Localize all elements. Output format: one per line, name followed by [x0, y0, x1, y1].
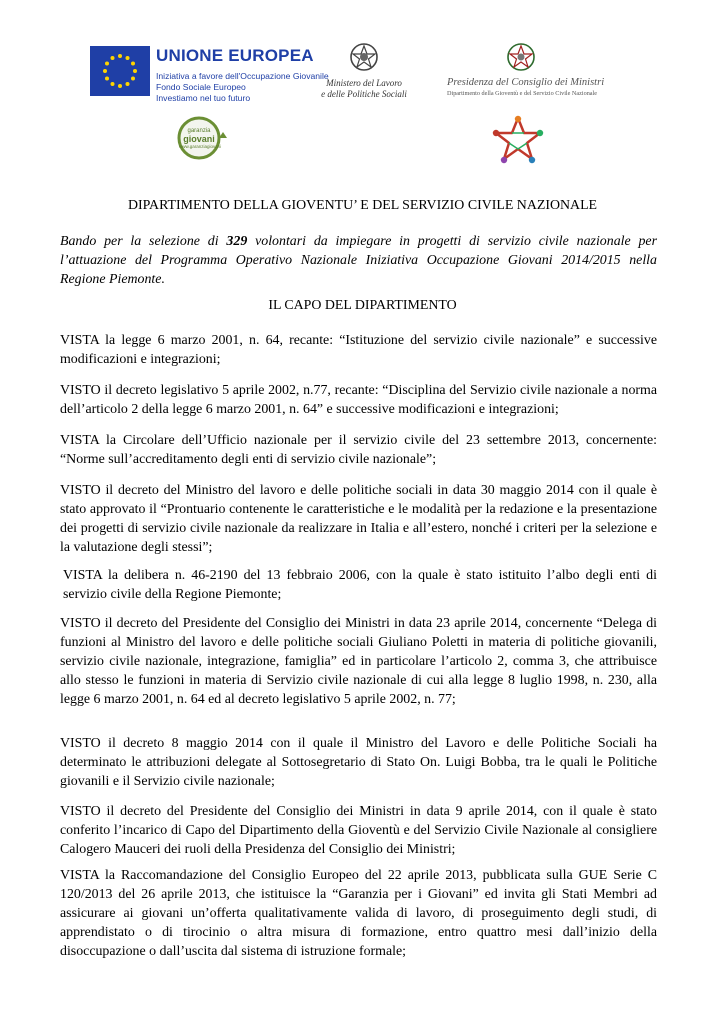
bando-text-end: volontari da impiegare in progetti di servizio civile nazionale per l’attuazione del Programma Operativo Nazionale Iniziativa Occupazione Giovani 2014/2015 nella Regione Piemonte.: [60, 234, 658, 287]
preamble-paragraph: VISTA la Raccomandazione del Consiglio Europeo del 22 aprile 2013, pubblicata sulla GUE Serie C 120/2013 del 26 aprile 2013, che istituisce la “Garanzia per i Giovani” ed invita gli Stati Membri ad assicurare ai giovani un’offerta qualitativamente valida di lavoro, di proseguimento degli studi, di apprendistato o di tirocinio o altra misura di formazione, entro quattro mesi dall’inizio della disoccupazione o dall’uscita dal sistema di istruzione formale;: [60, 868, 657, 959]
preamble-paragraph: VISTO il decreto legislativo 5 aprile 2002, n.77, recante: “Disciplina del Servizio civile nazionale a norma dell’articolo 2 della legge 6 marzo 2001, n. 64” e successive modificazioni e integrazioni;: [60, 383, 657, 417]
italian-emblem-icon: [348, 40, 380, 74]
volunteer-count: 329: [226, 234, 248, 249]
capo-title: IL CAPO DEL DIPARTIMENTO: [268, 298, 457, 313]
servizio-civile-logo: [492, 114, 544, 166]
preamble-paragraph: VISTO il decreto del Presidente del Consiglio dei Ministri in data 9 aprile 2014, con il quale è stato conferito l’incarico di Capo del Dipartimento della Gioventù e del Servizio Civile Nazionale al consigliere Calogero Mauceri dei ruoli della Presidenza del Consiglio dei Ministri;: [60, 804, 657, 857]
preamble-paragraph: VISTA la delibera n. 46-2190 del 13 febbraio 2006, con la quale è stato istituito l’albo degli enti di servizio civile della Regione Piemonte;: [63, 568, 657, 602]
eu-flag-icon: [90, 46, 150, 96]
presidency-emblem-icon: [505, 40, 537, 74]
preamble-paragraph: VISTA la Circolare dell’Ufficio nazionale per il servizio civile del 23 settembre 2013, concernente: “Norme sull’accreditamento degli enti di servizio civile nazionale”;: [60, 433, 657, 467]
garanzia-giovani-logo: [171, 114, 231, 162]
eu-logo: [90, 44, 329, 104]
presidency-logo-subline: Dipartimento della Gioventù e del Servizio Civile Nazionale: [447, 90, 598, 97]
preamble-paragraph: VISTO il decreto 8 maggio 2014 con il quale il Ministro del Lavoro e delle Politiche Sociali ha determinato le attribuzioni delegate al Sottosegretario di Stato On. Luigi Bobba, tra le quali le Politiche giovanili e il Servizio civile nazionale;: [60, 736, 657, 789]
garanzia-logo-line: garanzia: [187, 128, 211, 134]
presidency-logo-line: Presidenza del Consiglio dei Ministri: [447, 77, 605, 88]
bando-text-start: Bando per la selezione di: [60, 234, 227, 249]
preamble-paragraph: VISTO il decreto del Ministro del lavoro e delle politiche sociali in data 30 maggio 2014 con il quale è stato approvato il “Prontuario contenente le caratteristiche e le modalità per la redazione e la presentazione dei progetti di servizio civile nazionale da realizzare in Italia e all’estero, nonché i criteri per la selezione e la valutazione degli stessi”;: [60, 483, 657, 555]
garanzia-logo-line: giovani: [183, 134, 215, 144]
department-title: DIPARTIMENTO DELLA GIOVENTU’ E DEL SERVIZIO CIVILE NAZIONALE: [127, 198, 598, 213]
preamble-paragraph: VISTO il decreto del Presidente del Consiglio dei Ministri in data 23 aprile 2014, concernente “Delega di funzioni al Ministro del lavoro e delle politiche sociali Giuliano Poletti in materia di politiche giovanili, servizio civile nazionale, integrazione, famiglia” ed in particolare l’articolo 2, comma 3, che attribuisce allo stesso le funzioni in materia di Servizio civile nazionale di cui alla legge 8 luglio 1998, n. 230, alla legge 6 marzo 2001, n. 64 ed al decreto legislativo 5 aprile 2002, n. 77;: [60, 616, 657, 707]
eu-logo-line: Investiamo nel tuo futuro: [156, 93, 251, 103]
star-people-icon: [492, 114, 544, 166]
garanzia-logo-line: www.garanziagiovani: [179, 144, 222, 149]
ministry-logo-line: e delle Politiche Sociali: [321, 89, 407, 99]
preamble-paragraph: VISTA la legge 6 marzo 2001, n. 64, recante: “Istituzione del servizio civile nazionale” e successive modificazioni e integrazioni;: [60, 333, 657, 367]
ministry-logo: [318, 40, 408, 102]
eu-logo-line: Fondo Sociale Europeo: [156, 82, 246, 92]
ministry-logo-line: Ministero del Lavoro: [326, 78, 402, 88]
eu-logo-line: Iniziativa a favore dell'Occupazione Giovanile: [156, 71, 329, 81]
eu-logo-title: UNIONE EUROPEA: [156, 46, 314, 65]
bando-intro: [60, 232, 657, 289]
presidency-logo: [447, 40, 605, 100]
